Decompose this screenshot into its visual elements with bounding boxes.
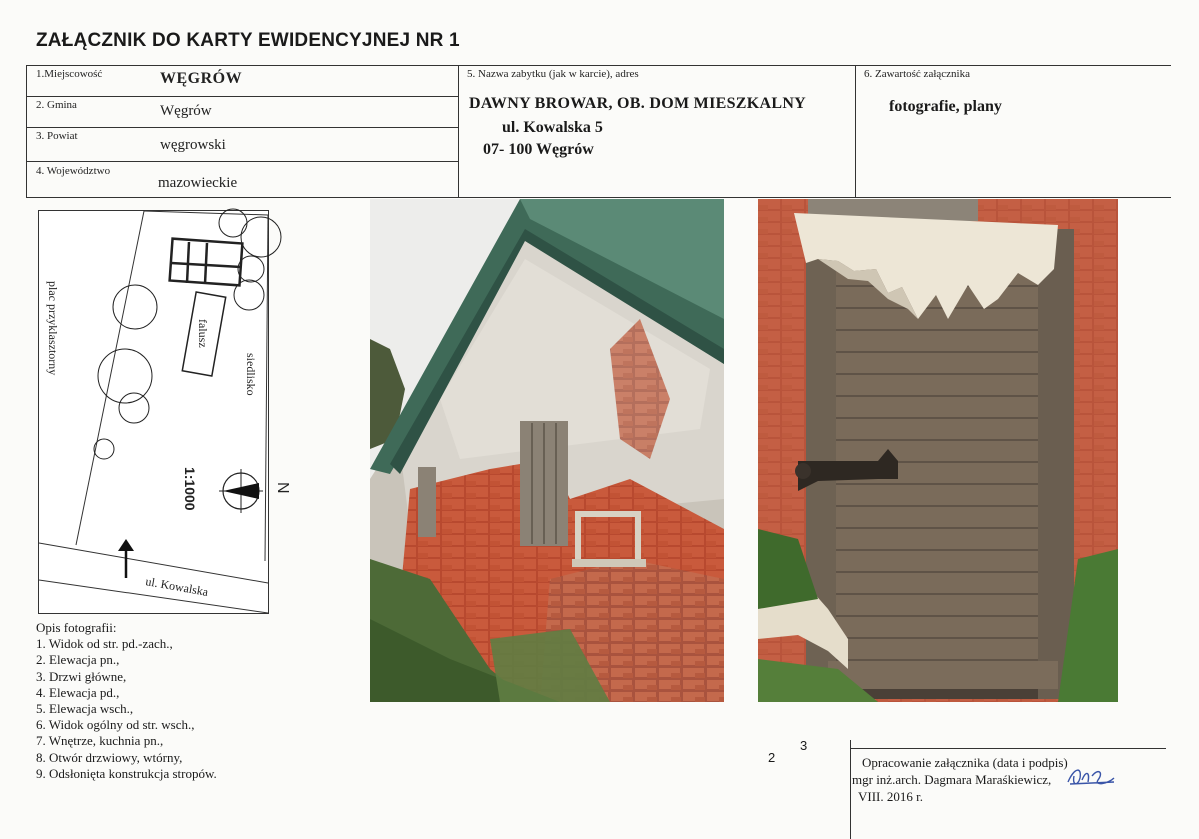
adres-line2: 07- 100 Węgrów <box>483 141 594 158</box>
plac-label: plac przyklasztorny <box>46 281 60 376</box>
miejscowosc-label: 1.Miejscowość <box>36 68 103 80</box>
site-plan-drawing <box>39 211 291 613</box>
signature-icon <box>1064 762 1124 792</box>
form-left-line <box>26 65 27 198</box>
powiat-label: 3. Powiat <box>36 130 78 142</box>
wojewodztwo-label: 4. Województwo <box>36 165 111 177</box>
opracowanie-label: Opracowanie załącznika (data i podpis) <box>862 755 1068 770</box>
opis-item: 5. Elewacja wsch., <box>36 701 134 717</box>
opracowanie-left-line <box>850 740 851 839</box>
form-col-line <box>458 65 459 198</box>
north-arrow-icon <box>219 469 263 513</box>
opracowanie-top-line <box>850 748 1166 749</box>
nazwa-label: 5. Nazwa zabytku (jak w karcie), adres <box>467 68 639 80</box>
photo-2-north-elevation <box>370 199 724 702</box>
opis-item: 1. Widok od str. pd.-zach., <box>36 636 173 652</box>
photo-number-2: 2 <box>768 750 776 765</box>
opis-item: 3. Drzwi główne, <box>36 668 127 684</box>
siedlisko-label: siedlisko <box>244 353 258 396</box>
street-label: ul. Kowalska <box>144 574 210 599</box>
opracowanie-date: VIII. 2016 r. <box>858 789 923 804</box>
form-bottom-line <box>26 197 1171 198</box>
opis-item: 9. Odsłonięta konstrukcja stropów. <box>36 765 217 781</box>
opis-item: 4. Elewacja pd., <box>36 684 120 700</box>
photo-number-3: 3 <box>800 738 808 753</box>
opis-item: 6. Widok ogólny od str. wsch., <box>36 717 195 733</box>
entrance-arrow-icon <box>118 539 134 578</box>
page-title: ZAŁĄCZNIK DO KARTY EWIDENCYJNEJ NR 1 <box>36 30 460 51</box>
form-top-line <box>26 65 1171 66</box>
powiat-value: węgrowski <box>160 137 226 153</box>
gmina-label: 2. Gmina <box>36 99 77 111</box>
opis-item: 7. Wnętrze, kuchnia pn., <box>36 733 164 749</box>
adres-line1: ul. Kowalska 5 <box>502 119 603 136</box>
site-plan <box>38 210 291 614</box>
form-col-line <box>855 65 856 198</box>
zawartosc-value: fotografie, plany <box>889 98 1002 115</box>
photo-3-main-door <box>758 199 1118 702</box>
opis-heading: Opis fotografii: <box>36 620 117 635</box>
zawartosc-label: 6. Zawartość załącznika <box>864 68 970 80</box>
opis-item: 8. Otwór drzwiowy, wtórny, <box>36 749 183 765</box>
photo-description <box>36 620 217 782</box>
form-row-line <box>26 96 458 97</box>
nazwa-value: DAWNY BROWAR, OB. DOM MIESZKALNY <box>469 95 807 112</box>
opis-item: 2. Elewacja pn., <box>36 652 120 668</box>
opracowanie-author: mgr inż.arch. Dagmara Maraśkiewicz, <box>852 772 1052 787</box>
form-row-line <box>26 127 458 128</box>
form-row-line <box>26 161 458 162</box>
gmina-value: Węgrów <box>160 103 212 119</box>
miejscowosc-value: WĘGRÓW <box>160 70 243 87</box>
scale-label: 1:1000 <box>182 467 198 511</box>
falusz-label: falusz <box>196 319 210 348</box>
north-label: N <box>274 482 291 494</box>
wojewodztwo-value: mazowieckie <box>158 175 238 191</box>
